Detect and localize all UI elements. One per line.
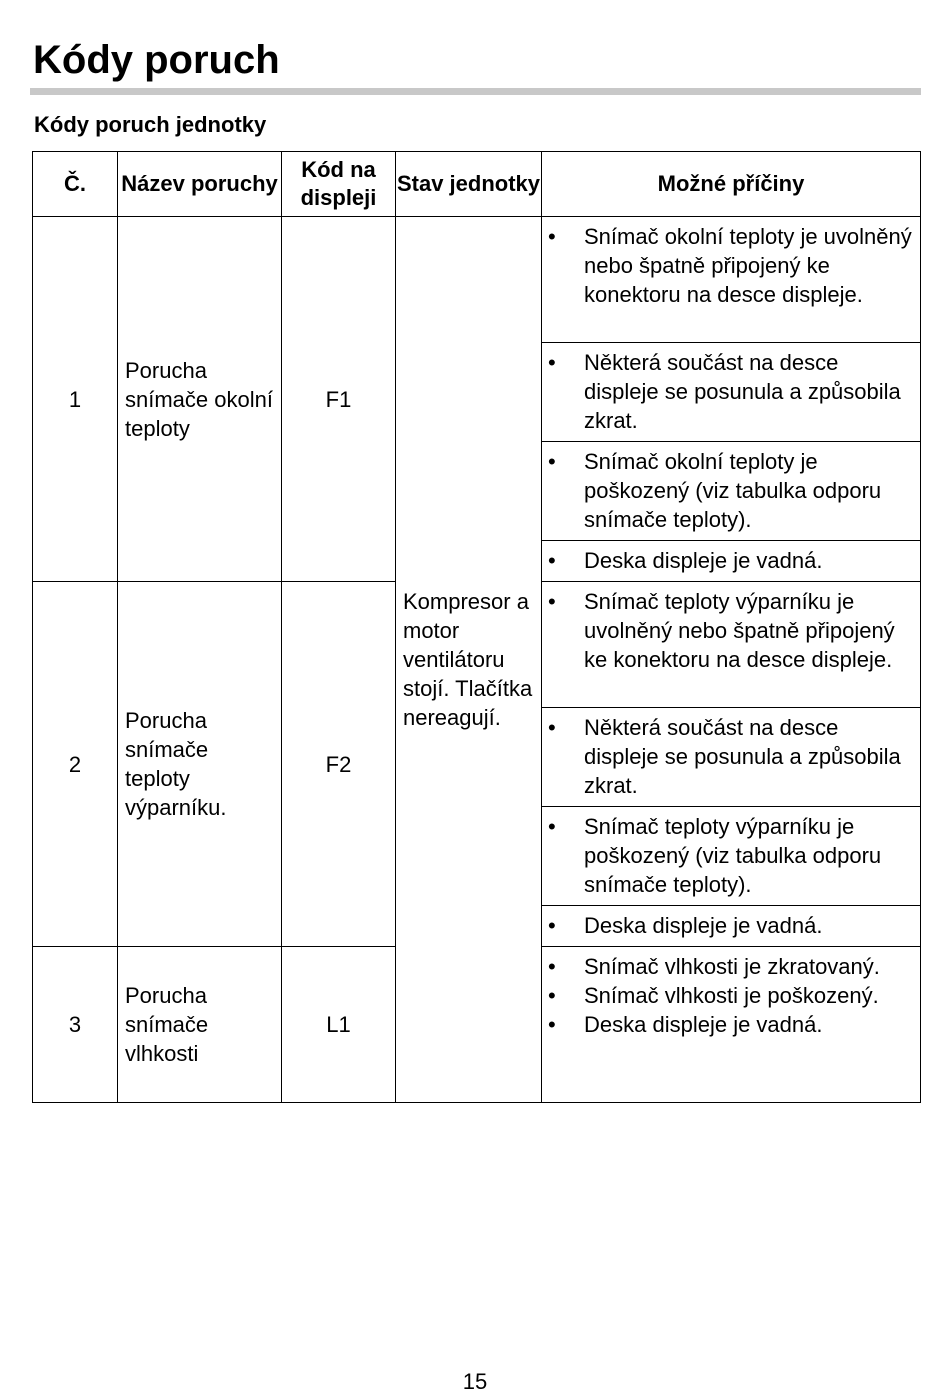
- cause-cell: [542, 947, 921, 1103]
- table-header-row: [33, 152, 921, 217]
- cause-item: [542, 713, 914, 800]
- cause-cell: [542, 217, 921, 343]
- cause-cell: [542, 708, 921, 807]
- cause-cell: [542, 906, 921, 947]
- cause-text: Snímač vlhkosti je poškozený.: [584, 983, 879, 1008]
- page-number: 15: [462, 1369, 488, 1394]
- cause-item: [542, 447, 914, 534]
- cause-text: Deska displeje je vadná.: [584, 548, 823, 573]
- fault-number: 2: [33, 582, 118, 947]
- cause-text: Snímač vlhkosti je zkratovaný.: [584, 954, 880, 979]
- fault-code: L1: [282, 947, 396, 1103]
- cause-item: [542, 546, 914, 575]
- bullet-icon: •: [548, 814, 556, 839]
- bullet-icon: •: [548, 548, 556, 573]
- cause-cell: [542, 582, 921, 708]
- bullet-icon: •: [548, 1012, 556, 1037]
- cause-item: [542, 348, 914, 435]
- fault-name: Porucha snímače teploty výparníku.: [118, 582, 282, 947]
- cause-text: Deska displeje je vadná.: [584, 1012, 823, 1037]
- header-display-code: Kód na displeji: [282, 152, 396, 217]
- section-title: Kódy poruch jednotky: [34, 112, 267, 137]
- cause-text: Snímač teploty výparníku je poškozený (viz tabulka odporu snímače teploty).: [584, 814, 882, 897]
- cause-text: Snímač teploty výparníku je uvolněný nebo špatně připojený ke konektoru na desce displeje.: [584, 589, 895, 672]
- table-row: [33, 217, 921, 343]
- bullet-icon: •: [548, 983, 556, 1008]
- cause-item: [542, 981, 914, 1010]
- fault-code: F1: [282, 217, 396, 582]
- cause-text: Snímač okolní teploty je poškozený (viz tabulka odporu snímače teploty).: [584, 449, 882, 532]
- fault-number: 3: [33, 947, 118, 1103]
- fault-number: 1: [33, 217, 118, 582]
- cause-text: Snímač okolní teploty je uvolněný nebo špatně připojený ke konektoru na desce displeje.: [584, 224, 912, 307]
- cause-cell: [542, 343, 921, 442]
- bullet-icon: •: [548, 954, 556, 979]
- header-unit-state: Stav jednotky: [396, 152, 542, 217]
- cause-item: [542, 911, 914, 940]
- cause-text: Některá součást na desce displeje se posunula a způsobila zkrat.: [584, 350, 901, 433]
- title-divider: [30, 88, 921, 95]
- bullet-icon: •: [548, 350, 556, 375]
- bullet-icon: •: [548, 449, 556, 474]
- fault-name: Porucha snímače okolní teploty: [118, 217, 282, 582]
- cause-item: [542, 222, 914, 309]
- bullet-icon: •: [548, 589, 556, 614]
- cause-item: [542, 952, 914, 981]
- header-possible-causes: Možné příčiny: [542, 152, 921, 217]
- cause-text: Některá součást na desce displeje se posunula a způsobila zkrat.: [584, 715, 901, 798]
- page-title: Kódy poruch: [33, 38, 280, 82]
- cause-cell: [542, 807, 921, 906]
- cause-text: Deska displeje je vadná.: [584, 913, 823, 938]
- fault-code: F2: [282, 582, 396, 947]
- bullet-icon: •: [548, 913, 556, 938]
- bullet-icon: •: [548, 715, 556, 740]
- fault-name: Porucha snímače vlhkosti: [118, 947, 282, 1103]
- fault-codes-table: [32, 151, 921, 1103]
- header-fault-name: Název poruchy: [118, 152, 282, 217]
- bullet-icon: •: [548, 224, 556, 249]
- cause-cell: [542, 541, 921, 582]
- header-number: Č.: [33, 152, 118, 217]
- cause-item: [542, 812, 914, 899]
- unit-state: Kompresor a motor ventilátoru stojí. Tlačítka nereagují.: [396, 217, 542, 1103]
- cause-item: [542, 587, 914, 674]
- cause-item: [542, 1010, 914, 1039]
- cause-cell: [542, 442, 921, 541]
